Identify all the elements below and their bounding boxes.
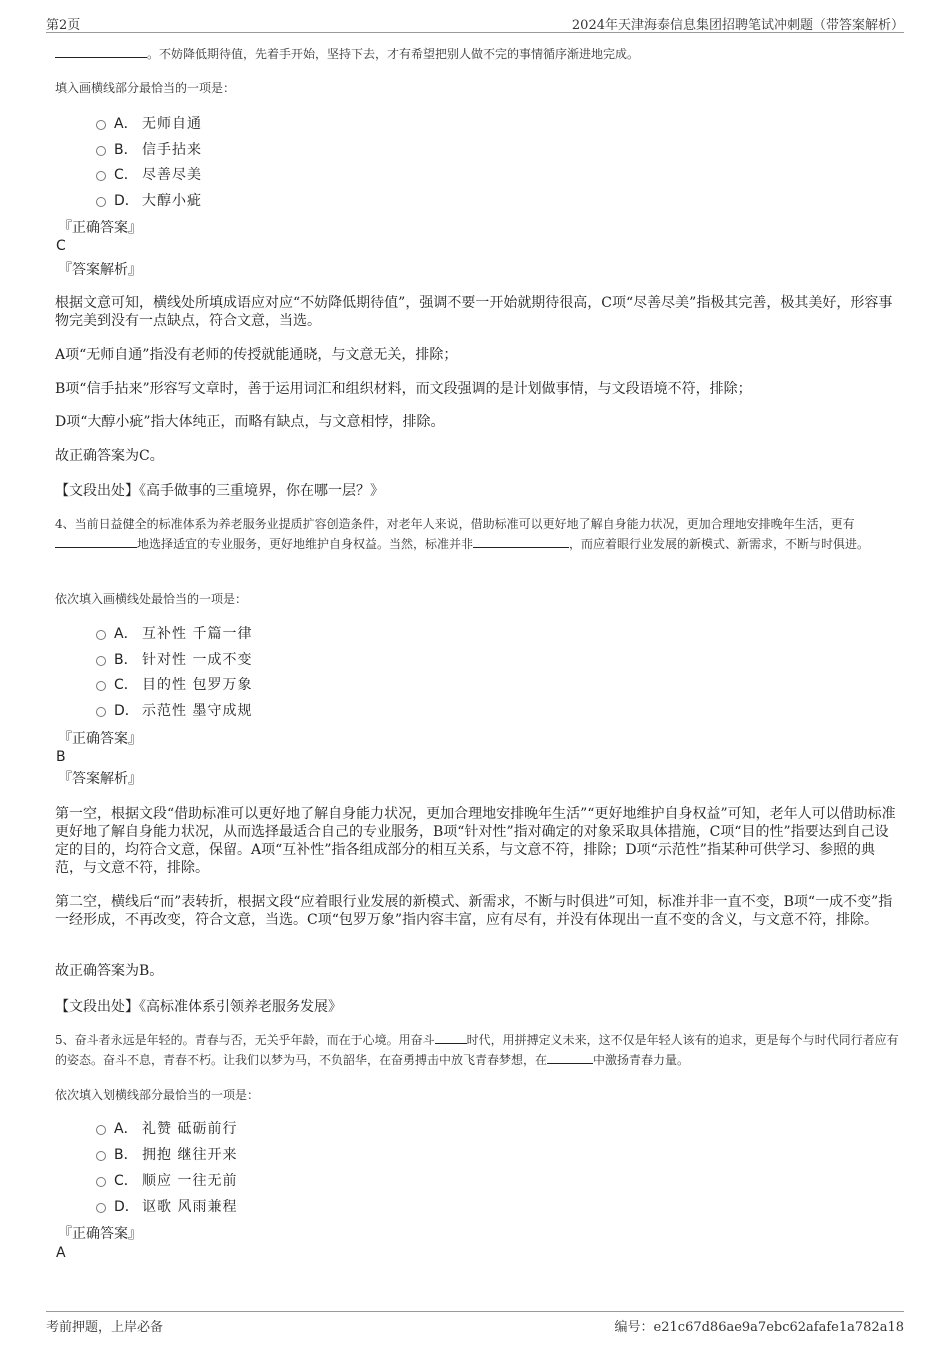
fill-blank xyxy=(435,1031,467,1044)
q5-option-b[interactable]: B． 拥抱 继往开来 xyxy=(96,1145,237,1165)
footer-slogan: 考前押题，上岸必备 xyxy=(46,1320,164,1335)
radio-icon[interactable] xyxy=(96,656,106,666)
fill-blank xyxy=(55,535,137,548)
document-id: 编号：e21c67d86ae9a7ebc62afafe1a782a18 xyxy=(614,1320,904,1335)
q4-source: 【文段出处】《高标准体系引领养老服务发展》 xyxy=(55,999,342,1015)
radio-icon[interactable] xyxy=(96,1125,106,1135)
q3-analysis-paragraph: D项“大醇小疵”指大体纯正，而略有缺点，与文意相悖，排除。 xyxy=(55,414,445,430)
radio-icon[interactable] xyxy=(96,1203,106,1213)
q5-option-c[interactable]: C． 顺应 一往无前 xyxy=(96,1171,237,1191)
q4-stem: 4、当前日益健全的标准体系为养老服务业提质扩容创造条件，对老年人来说，借助标准可以更好地了解自身能力状况，更加合理地安排晚年生活，更有地选择适宜的专业服务，更好地维护自身权益。当然，标准并非 ，而应着眼行业发展的新模式、新需求，不断与时俱进。 xyxy=(55,517,870,551)
q4-prompt: 依次填入画横线处最恰当的一项是： xyxy=(55,592,248,606)
q4-conclusion: 故正确答案为B。 xyxy=(55,963,164,979)
page-header xyxy=(46,14,904,33)
page-number: 第2页 xyxy=(46,18,81,33)
q3-analysis-paragraph: B项“信手拈来”形容写文章时，善于运用词汇和组织材料，而文段强调的是计划做事情，与文段语境不符，排除； xyxy=(55,381,752,397)
q3-prompt: 填入画横线部分最恰当的一项是： xyxy=(55,81,236,95)
radio-icon[interactable] xyxy=(96,1151,106,1161)
q4-option-c[interactable]: C． 目的性 包罗万象 xyxy=(96,675,252,695)
q3-option-c[interactable]: C． 尽善尽美 xyxy=(96,165,202,185)
q4-analysis-label: 『答案解析』 xyxy=(58,771,142,787)
fill-blank xyxy=(473,535,569,548)
q4-answer-label: 『正确答案』 xyxy=(58,731,142,747)
q3-analysis-paragraph: A项“无师自通”指没有老师的传授就能通晓，与文意无关，排除； xyxy=(55,347,458,363)
q4-option-d[interactable]: D． 示范性 墨守成规 xyxy=(96,701,252,721)
radio-icon[interactable] xyxy=(96,197,106,207)
radio-icon[interactable] xyxy=(96,146,106,156)
q5-prompt: 依次填入划横线部分最恰当的一项是： xyxy=(55,1088,260,1102)
document-title: 2024年天津海泰信息集团招聘笔试冲刺题（带答案解析） xyxy=(571,18,904,33)
q4-answer: B xyxy=(56,749,66,765)
q3-stem: 。不妨降低期待值，先着手开始，坚持下去，才有希望把别人做不完的事情循序渐进地完成。 xyxy=(55,44,900,64)
q3-answer-label: 『正确答案』 xyxy=(58,220,142,236)
q5-answer: A xyxy=(56,1245,66,1261)
q5-answer-label: 『正确答案』 xyxy=(58,1226,142,1242)
radio-icon[interactable] xyxy=(96,171,106,181)
q3-option-d[interactable]: D． 大醇小疵 xyxy=(96,191,202,211)
q3-analysis-label: 『答案解析』 xyxy=(58,262,142,278)
radio-icon[interactable] xyxy=(96,1177,106,1187)
q4-option-b[interactable]: B． 针对性 一成不变 xyxy=(96,650,252,670)
q3-analysis-paragraph: 根据文意可知，横线处所填成语应对应“不妨降低期待值”，强调不要一开始就期待很高，C项“尽善尽美”指极其完善，极其美好，形容事物完美到没有一点缺点，符合文意，当选。 xyxy=(55,295,893,329)
q3-answer: C xyxy=(56,238,66,254)
radio-icon[interactable] xyxy=(96,681,106,691)
q4-analysis-paragraph: 第二空，横线后“而”表转折，根据文段“应着眼行业发展的新模式、新需求，不断与时俱进”可知，标准并非一直不变，B项“一成不变”指一经形成，不再改变，符合文意，当选。C项“包罗万象”指内容丰富，应有尽有，并没有体现出一直不变的含义，与文意不符，排除。 xyxy=(55,894,893,928)
fill-blank xyxy=(547,1051,593,1064)
q3-option-a[interactable]: A． 无师自通 xyxy=(96,114,202,134)
q5-option-a[interactable]: A． 礼赞 砥砺前行 xyxy=(96,1119,237,1139)
q3-option-b[interactable]: B． 信手拈来 xyxy=(96,140,202,160)
q5-option-d[interactable]: D． 讴歌 风雨兼程 xyxy=(96,1197,237,1217)
radio-icon[interactable] xyxy=(96,707,106,717)
q4-option-a[interactable]: A． 互补性 千篇一律 xyxy=(96,624,252,644)
radio-icon[interactable] xyxy=(96,630,106,640)
page-footer xyxy=(46,1311,904,1338)
radio-icon[interactable] xyxy=(96,120,106,130)
q3-conclusion: 故正确答案为C。 xyxy=(55,448,164,464)
q3-source: 【文段出处】《高手做事的三重境界，你在哪一层？》 xyxy=(55,483,384,499)
q5-stem: 5、奋斗者永远是年轻的。青春与否，无关乎年龄，而在于心境。用奋斗 时代，用拼搏定义未来，这不仅是年轻人该有的追求，更是每个与时代同行者应有的姿态。奋斗不息，青春不朽。让我们以梦为马，不负韶华，在奋勇搏击中放飞青春梦想，在 中激扬青春力量。 xyxy=(55,1033,899,1067)
q4-analysis-paragraph: 第一空，根据文段“借助标准可以更好地了解自身能力状况，更加合理地安排晚年生活”“更好地维护自身权益”可知，老年人可以借助标准更好地了解自身能力状况，从而选择最适合自己的专业服务，B项“针对性”指对确定的对象采取具体措施，C项“目的性”指要达到自己设定的目的，均符合文意，保留。A项“互补性”指各组成部分的相互关系，与文意不符，排除；D项“示范性”指某种可供学习、参照的典范，与文意不符，排除。 xyxy=(55,806,896,876)
fill-blank xyxy=(55,45,147,58)
